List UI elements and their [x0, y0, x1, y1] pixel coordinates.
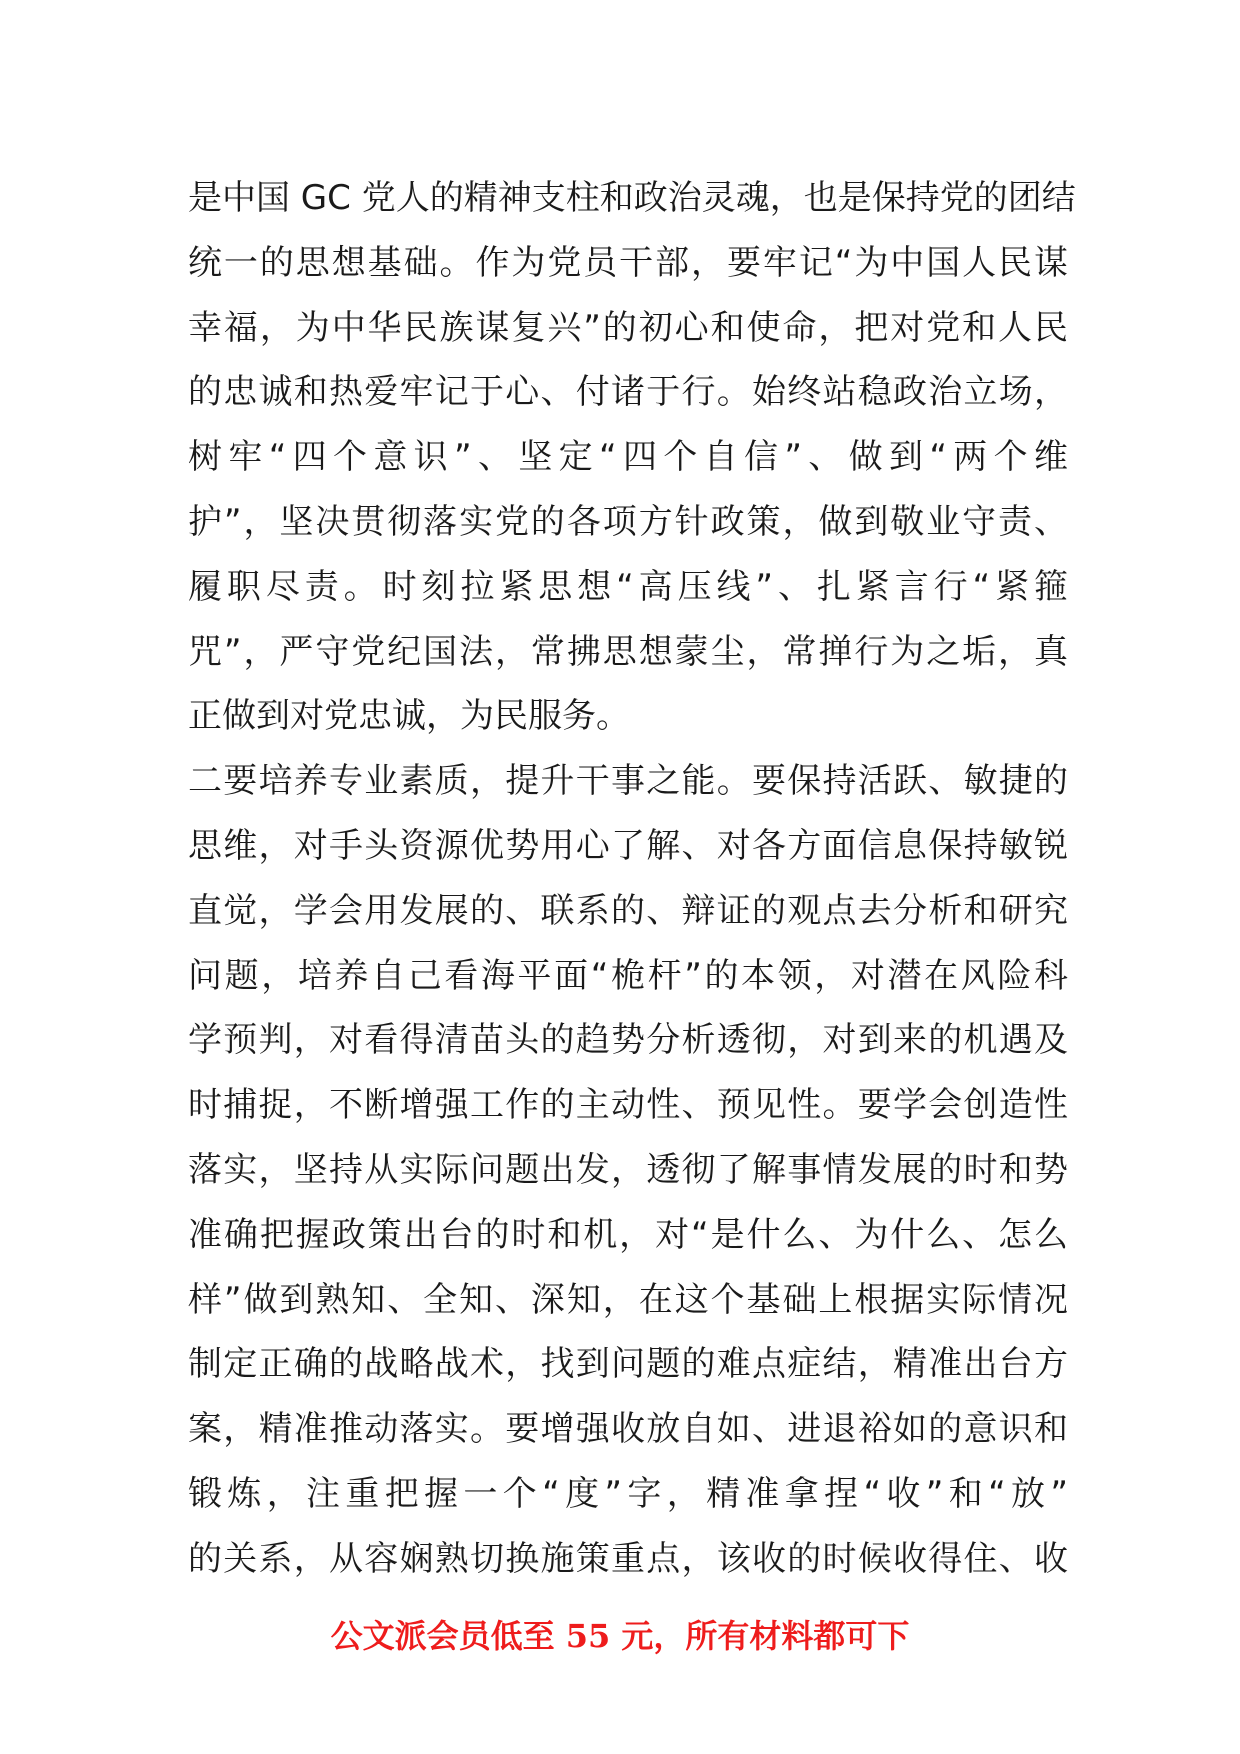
text-line: 制定正确的战略战术，找到问题的难点症结，精准出台方	[188, 1344, 1068, 1385]
text-line: 的关系，从容娴熟切换施策重点，该收的时候收得住、收	[188, 1538, 1068, 1579]
text-line: 履职尽责。时刻拉紧思想“高压线”、扎紧言行“紧箍	[188, 566, 1068, 607]
text-line: 思维，对手头资源优势用心了解、对各方面信息保持敏锐	[188, 825, 1068, 866]
text-line: 咒”，严守党纪国法，常拂思想蒙尘，常掸行为之垢，真	[188, 631, 1068, 672]
text-line: 学预判，对看得清苗头的趋势分析透彻，对到来的机遇及	[188, 1020, 1068, 1061]
text-line: 时捕捉，不断增强工作的主动性、预见性。要学会创造性	[188, 1085, 1068, 1126]
text-line: 树牢“四个意识”、坚定“四个自信”、做到“两个维	[188, 437, 1068, 478]
text-line: 案，精准推动落实。要增强收放自如、进退裕如的意识和	[188, 1409, 1068, 1450]
text-line: 锻炼，注重把握一个“度”字，精准拿捏“收”和“放”	[188, 1473, 1068, 1514]
text-line: 直觉，学会用发展的、联系的、辩证的观点去分析和研究	[188, 890, 1068, 931]
text-line: 幸福，为中华民族谋复兴”的初心和使命，把对党和人民	[188, 307, 1068, 348]
text-line: 是中国 GC 党人的精神支柱和政治灵魂，也是保持党的团结	[188, 178, 1076, 218]
text-line: 统一的思想基础。作为党员干部，要牢记“为中国人民谋	[188, 242, 1068, 283]
text-line: 样”做到熟知、全知、深知，在这个基础上根据实际情况	[188, 1279, 1068, 1320]
text-line: 二要培养专业素质，提升干事之能。要保持活跃、敏捷的	[188, 761, 1068, 802]
text-line: 问题，培养自己看海平面“桅杆”的本领，对潜在风险科	[188, 955, 1068, 996]
text-line: 的忠诚和热爱牢记于心、付诸于行。始终站稳政治立场，	[188, 372, 1068, 413]
text-line: 落实，坚持从实际问题出发，透彻了解事情发展的时和势	[188, 1149, 1068, 1190]
text-line: 正做到对党忠诚，为民服务。	[188, 696, 630, 737]
text-line: 护”，坚决贯彻落实党的各项方针政策，做到敬业守责、	[188, 501, 1068, 542]
text-line: 准确把握政策出台的时和机，对“是什么、为什么、怎么	[188, 1214, 1068, 1255]
body-text	[188, 166, 1076, 1592]
promo-footer: 公文派会员低至 55 元，所有材料都可下	[330, 1617, 910, 1655]
